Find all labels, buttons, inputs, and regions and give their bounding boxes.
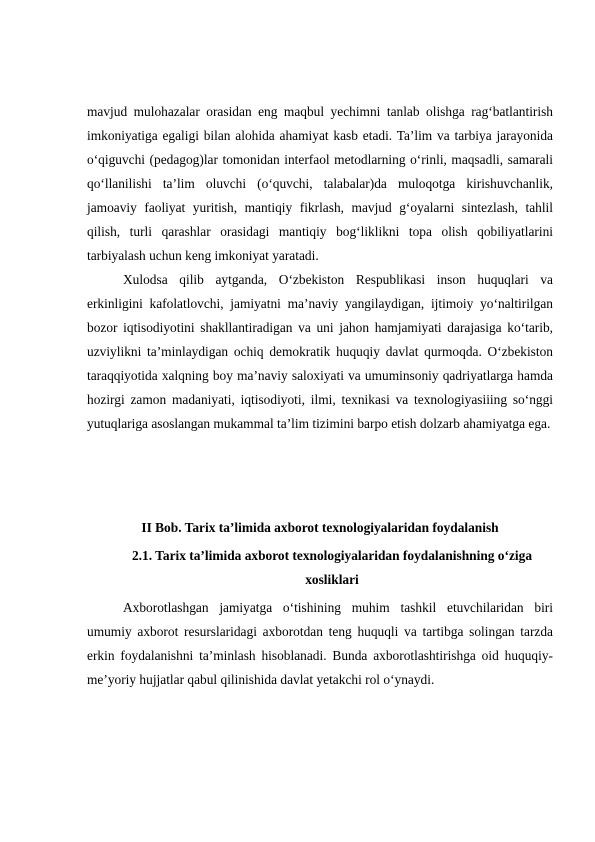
paragraph-interactive-methods: mavjud mulohazalar orasidan eng maqbul yechimni tanlab olishga rag‘batlantirish imkoniyatiga egaligi bilan alohida ahamiyat kasb etadi. Ta’lim va tarbiya jarayonida o‘qiguvchi (pedagog)lar tomonidan interfaol metodlarning o‘rinli, maqsadli, samarali qo‘llanilishi ta’lim oluvchi (o‘quvchi, talabalar)da muloqotga kirishuvchanlik, jamoaviy faoliyat yuritish, mantiqiy fikrlash, mavjud g‘oyalarni sintezlash, tahlil qilish, turli qarashlar orasidagi mantiqiy bog‘liklikni topa olish qobiliyatlarini tarbiyalash uchun keng imkoniyat yaratadi. — [87, 104, 553, 263]
chapter-heading: II Bob. Tarix ta’limida axborot texnologiyalaridan foydalanish — [141, 520, 499, 535]
paragraph-information-society: Axborotlashgan jamiyatga o‘tishining muhim tashkil etuvchilaridan biri umumiy axborot resurslaridagi axborotdan teng huquqli va tartibga solingan tarzda erkin foydalanishni ta’minlash hisoblanadi. Bunda axborotlashtirishga oid huquqiy-me’yoriy hujjatlar qabul qilinishida davlat yetakchi rol o‘ynaydi. — [87, 600, 553, 687]
paragraph-conclusion: Xulodsa qilib aytganda, O‘zbekiston Respublikasi inson huquqlari va erkinligini kafolatlovchi, jamiyatni ma’naviy yangilaydigan, ijtimoiy yo‘naltirilgan bozor iqtisodiyotini shakllantiradigan va uni jahon hamjamiyati darajasiga ko‘tarib, uzviylikni ta’minlaydigan ochiq demokratik huquqiy davlat qurmoqda. O‘zbekiston taraqqiyotida xalqning boy ma’naviy saloxiyati va umuminsoniy qadriyatlarga hamda hozirgi zamon madaniyati, iqtisodiyoti, ilmi, texnikasi va texnologiyasiiing so‘nggi yutuqlariga asoslangan mukammal ta’lim tizimini barpo etish dolzarb ahamiyatga ega. — [87, 272, 553, 431]
section-heading: 2.1. Tarix ta’limida axborot texnologiyalaridan foydalanishning o‘ziga xosliklari — [131, 548, 533, 587]
